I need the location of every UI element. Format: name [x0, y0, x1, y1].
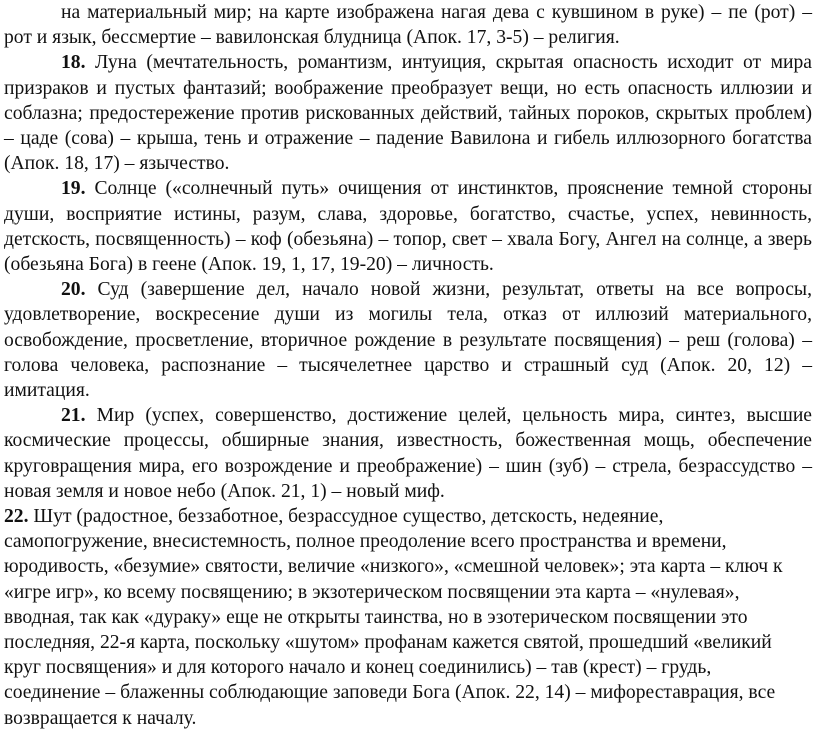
paragraph-number: 22.: [4, 506, 29, 528]
paragraph-number: 20.: [61, 279, 86, 301]
paragraph-19: [4, 176, 812, 277]
paragraph-text: Шут (радостное, беззаботное, безрассудное существо, детскость, недеяние, самопогружение, внесистемность, полное преодоление всего пространства и времени, юродивость, «безумие» святости, величие «низкого», «смешной человек»; эта карта – ключ к «игре игр», ко всему посвящению; в экзотерическом посвящении эта карта – «нулевая», вводная, так как «дураку» еще не открыты таинства, но в эзотерическом посвящении это последняя, 22-я карта, поскольку «шутом» профанам кажется святой, прошедший «великий круг посвящения» и для которого начало и конец соединились) – тав (крест) – грудь, соединение – блаженны соблюдающие заповеди Бога (Апок. 22, 14) – мифореставрация, все возвращается к началу.: [4, 506, 783, 729]
paragraph-18: [4, 50, 812, 176]
paragraph-17-continuation: [4, 0, 812, 50]
paragraph-text: Суд (завершение дел, начало новой жизни, результат, ответы на все вопросы, удовлетворение, воскресение души из могилы тела, отказ от иллюзий материального, освобождение, просветление, вторичное рождение в результате посвящения) – реш (голова) – голова человека, распознание – тысячелетнее царство и страшный суд (Апок. 20, 12) – имитация.: [4, 279, 812, 402]
paragraph-22: [4, 504, 812, 731]
paragraph-text: Солнце («солнечный путь» очищения от инстинктов, прояснение темной стороны души, восприятие истины, разум, слава, здоровье, богатство, счастье, успех, невинность, детскость, посвященность) – коф (обезьяна) – топор, свет – хвала Богу, Ангел на солнце, а зверь (обезьяна Бога) в геене (Апок. 19, 1, 17, 19-20) – личность.: [4, 178, 812, 276]
paragraph-21: [4, 403, 812, 504]
paragraph-20: [4, 277, 812, 403]
paragraph-number: 21.: [61, 405, 86, 427]
paragraph-number: 18.: [61, 52, 86, 74]
paragraph-text: на материальный мир; на карте изображена нагая дева с кувшином в руке) – пе (рот) – рот и язык, бессмертие – вавилонская блудница (Апок. 17, 3-5) – религия.: [4, 2, 812, 49]
paragraph-number: 19.: [61, 178, 86, 200]
paragraph-text: Мир (успех, совершенство, достижение целей, цельность мира, синтез, высшие космические процессы, обширные знания, известность, божественная мощь, обеспечение круговращения мира, его возрождение и преображение) – шин (зуб) – стрела, безрассудство – новая земля и новое небо (Апок. 21, 1) – новый миф.: [4, 405, 812, 502]
paragraph-text: Луна (мечтательность, романтизм, интуиция, скрытая опасность исходит от мира призраков и пустых фантазий; воображение преобразует вещи, но есть опасность иллюзии и соблазна; предостережение против рискованных действий, тайных пороков, скрытых проблем) – цаде (сова) – крыша, тень и отражение – падение Вавилона и гибель иллюзорного богатства (Апок. 18, 17) – язычество.: [4, 52, 812, 175]
